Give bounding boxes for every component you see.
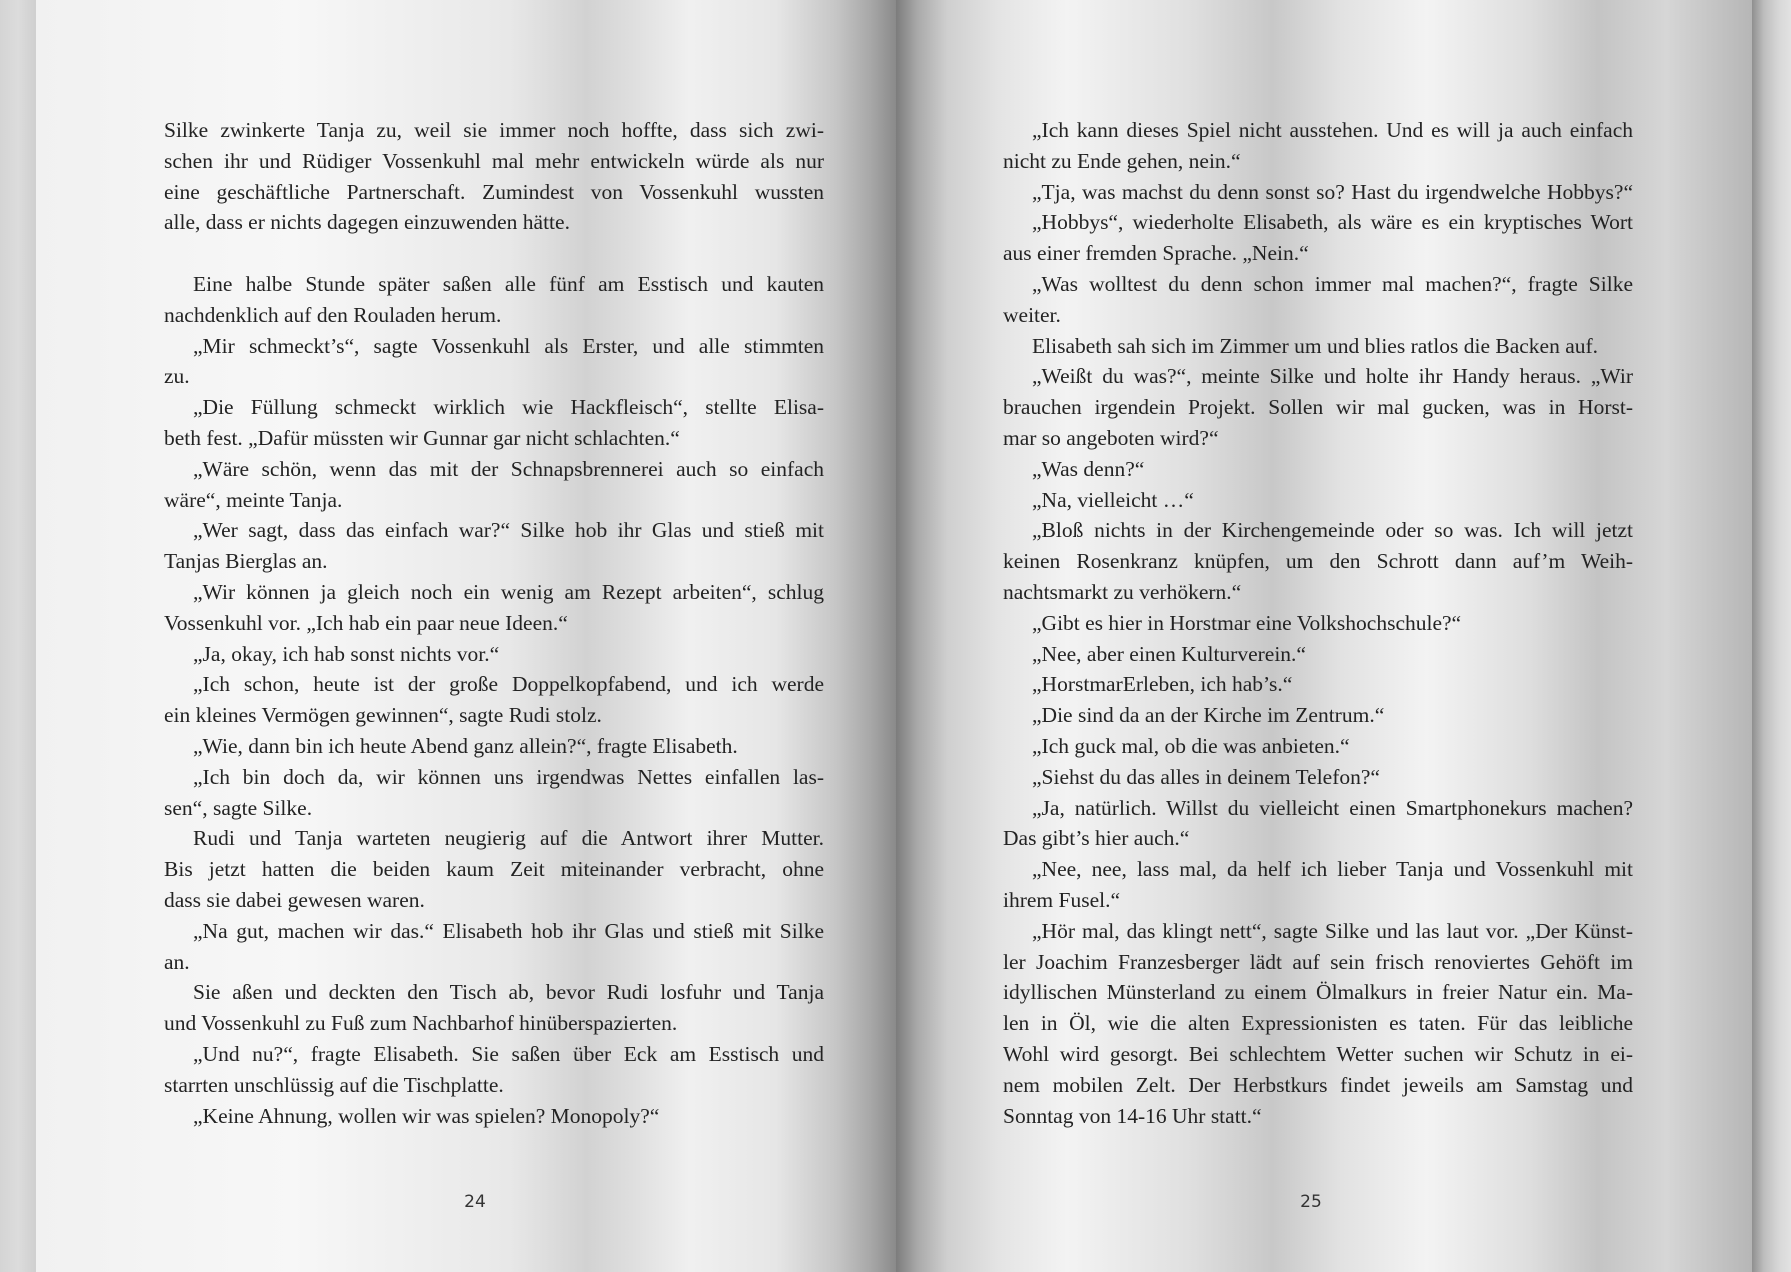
text-line: „Nee, nee, lass mal, da helf ich lieber Tanja und Vossenkuhl mit bbox=[1032, 857, 1633, 882]
text-line: ihrem Fusel.“ bbox=[1003, 887, 1121, 912]
text-line: Tanjas Bierglas an. bbox=[164, 549, 328, 574]
text-line: „Na gut, machen wir das.“ Elisabeth hob ihr Glas und stieß mit Silke bbox=[193, 918, 824, 943]
text-line: „Weißt du was?“, meinte Silke und holte ihr Handy heraus. „Wir bbox=[1032, 364, 1633, 389]
text-line: len in Öl, wie die alten Expressionisten es taten. Für das leibliche bbox=[1003, 1011, 1633, 1036]
text-line: idyllischen Münsterland zu einem Ölmalkurs in freier Natur ein. Ma- bbox=[1003, 980, 1633, 1005]
text-line: eine geschäftliche Partnerschaft. Zumindest von Vossenkuhl wussten bbox=[164, 179, 824, 204]
text-line bbox=[164, 238, 824, 269]
text-line: wäre“, meinte Tanja. bbox=[164, 487, 343, 512]
text-line: „Was denn?“ bbox=[1032, 456, 1145, 481]
text-line: nem mobilen Zelt. Der Herbstkurs findet jeweils am Samstag und bbox=[1003, 1072, 1633, 1097]
text-line: zu. bbox=[164, 364, 190, 389]
text-line: Das gibt’s hier auch.“ bbox=[1003, 826, 1190, 851]
text-line: an. bbox=[164, 949, 190, 974]
text-line: „Und nu?“, fragte Elisabeth. Sie saßen über Eck am Esstisch und bbox=[193, 1041, 824, 1066]
text-line: weiter. bbox=[1003, 302, 1061, 327]
text-line: „Gibt es hier in Horstmar eine Volkshochschule?“ bbox=[1032, 610, 1462, 635]
text-line: „Bloß nichts in der Kirchengemeinde oder so was. Ich will jetzt bbox=[1032, 518, 1633, 543]
left-page-edges bbox=[0, 0, 36, 1272]
text-line: „Die Füllung schmeckt wirklich wie Hackfleisch“, stellte Elisa- bbox=[193, 395, 824, 420]
text-line: „Mir schmeckt’s“, sagte Vossenkuhl als Erster, und alle stimmten bbox=[193, 333, 824, 358]
text-line: keinen Rosenkranz knüpfen, um den Schrott dann auf’m Weih- bbox=[1003, 549, 1633, 574]
text-line: Elisabeth sah sich im Zimmer um und blies ratlos die Backen auf. bbox=[1032, 333, 1599, 358]
right-page-edges bbox=[1752, 0, 1791, 1272]
text-line: Sonntag von 14-16 Uhr statt.“ bbox=[1003, 1103, 1262, 1128]
text-line: mar so angeboten wird?“ bbox=[1003, 425, 1219, 450]
text-line: „Ich kann dieses Spiel nicht ausstehen. Und es will ja auch einfach bbox=[1032, 118, 1633, 142]
text-line: „Ich schon, heute ist der große Doppelkopfabend, und ich werde bbox=[193, 672, 824, 697]
text-line: „Keine Ahnung, wollen wir was spielen? Monopoly?“ bbox=[193, 1103, 660, 1128]
left-page bbox=[36, 0, 896, 1272]
text-line: „Hobbys“, wiederholte Elisabeth, als wäre es ein kryptisches Wort bbox=[1032, 210, 1633, 235]
text-line: „Wie, dann bin ich heute Abend ganz allein?“, fragte Elisabeth. bbox=[193, 733, 738, 758]
text-line: Silke zwinkerte Tanja zu, weil sie immer noch hoffte, dass sich zwi- bbox=[164, 118, 824, 142]
text-line: Bis jetzt hatten die beiden kaum Zeit miteinander verbracht, ohne bbox=[164, 857, 824, 882]
text-line: aus einer fremden Sprache. „Nein.“ bbox=[1003, 241, 1309, 266]
text-line: Sie aßen und deckten den Tisch ab, bevor Rudi losfuhr und Tanja bbox=[193, 980, 824, 1005]
text-line: schen ihr und Rüdiger Vossenkuhl mal mehr entwickeln würde als nur bbox=[164, 148, 824, 173]
text-line: Eine halbe Stunde später saßen alle fünf am Esstisch und kauten bbox=[193, 271, 824, 296]
text-line: „Na, vielleicht …“ bbox=[1032, 487, 1194, 512]
text-line: ein kleines Vermögen gewinnen“, sagte Rudi stolz. bbox=[164, 703, 602, 728]
text-line: „HorstmarErleben, ich hab’s.“ bbox=[1032, 672, 1293, 697]
text-line: „Ich bin doch da, wir können uns irgendwas Nettes einfallen las- bbox=[193, 764, 824, 789]
text-line: starrten unschlüssig auf die Tischplatte. bbox=[164, 1072, 504, 1097]
text-line: Vossenkuhl vor. „Ich hab ein paar neue Ideen.“ bbox=[164, 610, 568, 635]
text-line: „Nee, aber einen Kulturverein.“ bbox=[1032, 641, 1306, 666]
text-line: beth fest. „Dafür müssten wir Gunnar gar nicht schlachten.“ bbox=[164, 425, 680, 450]
text-line: „Die sind da an der Kirche im Zentrum.“ bbox=[1032, 703, 1385, 728]
text-line: „Wer sagt, dass das einfach war?“ Silke hob ihr Glas und stieß mit bbox=[193, 518, 824, 543]
right-page-text bbox=[1003, 115, 1633, 1131]
text-line: „Was wolltest du denn schon immer mal machen?“, fragte Silke bbox=[1032, 271, 1633, 296]
text-line: „Tja, was machst du denn sonst so? Hast du irgendwelche Hobbys?“ bbox=[1032, 179, 1633, 204]
text-line: „Hör mal, das klingt nett“, sagte Silke und las laut vor. „Der Künst- bbox=[1032, 918, 1633, 943]
text-line: brauchen irgendein Projekt. Sollen wir mal gucken, was in Horst- bbox=[1003, 395, 1633, 420]
text-line: Wohl wird gesorgt. Bei schlechtem Wetter suchen wir Schutz in ei- bbox=[1003, 1041, 1633, 1066]
left-page-text bbox=[164, 115, 824, 1131]
text-line: „Ja, okay, ich hab sonst nichts vor.“ bbox=[193, 641, 500, 666]
text-line: nicht zu Ende gehen, nein.“ bbox=[1003, 148, 1241, 173]
text-line: „Wir können ja gleich noch ein wenig am Rezept arbeiten“, schlug bbox=[193, 579, 824, 604]
text-line: sen“, sagte Silke. bbox=[164, 795, 313, 820]
text-line: „Ich guck mal, ob die was anbieten.“ bbox=[1032, 733, 1350, 758]
text-line: dass sie dabei gewesen waren. bbox=[164, 887, 425, 912]
text-line: „Ja, natürlich. Willst du vielleicht einen Smartphonekurs machen? bbox=[1032, 795, 1633, 820]
text-line: Rudi und Tanja warteten neugierig auf die Antwort ihrer Mutter. bbox=[193, 826, 824, 851]
text-line: nachdenklich auf den Rouladen herum. bbox=[164, 302, 502, 327]
text-line: ler Joachim Franzesberger lädt auf sein frisch renoviertes Gehöft im bbox=[1003, 949, 1633, 974]
text-line: nachtsmarkt zu verhökern.“ bbox=[1003, 579, 1242, 604]
left-page-number: 24 bbox=[464, 1192, 486, 1212]
right-page-number: 25 bbox=[1300, 1192, 1322, 1212]
text-line: „Wäre schön, wenn das mit der Schnapsbrennerei auch so einfach bbox=[193, 456, 824, 481]
right-page bbox=[896, 0, 1752, 1272]
text-line: und Vossenkuhl zu Fuß zum Nachbarhof hinüberspazierten. bbox=[164, 1011, 678, 1036]
text-line: „Siehst du das alles in deinem Telefon?“ bbox=[1032, 764, 1380, 789]
text-line: alle, dass er nichts dagegen einzuwenden hätte. bbox=[164, 210, 570, 235]
